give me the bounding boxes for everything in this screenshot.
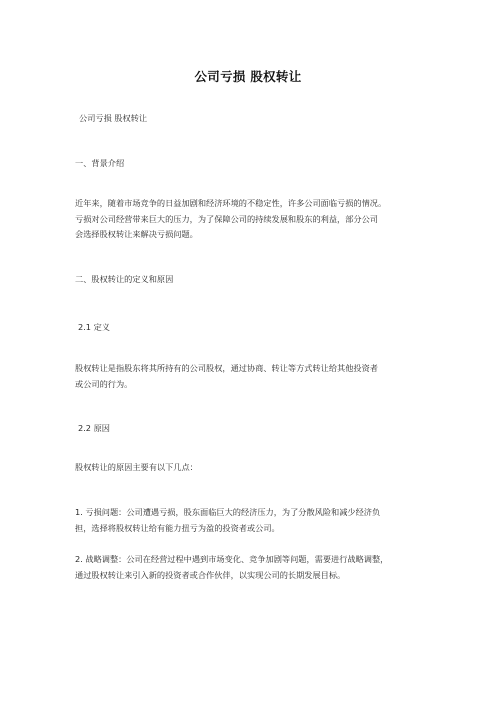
subsection-2-2-heading: 2.2 原因 <box>78 423 110 433</box>
list-item-2-line: 2. 战略调整：公司在经营过程中遇到市场变化、竞争加剧等问题，需要进行战略调整， <box>75 554 389 564</box>
subsection-2-1-body-line: 或公司的行为。 <box>75 378 133 389</box>
section1-body-line: 近年来，随着市场竞争的日益加剧和经济环境的不稳定性，许多公司面临亏损的情况。 <box>75 198 387 208</box>
section1-body <box>75 196 435 243</box>
section1-body-line: 亏损对公司经营带来巨大的压力，为了保障公司的持续发展和股东的利益，部分公司 <box>75 213 378 224</box>
list-item-1-line: 担，选择将股权转让给有能力扭亏为盈的投资者或公司。 <box>75 522 280 533</box>
subsection-2-1-body <box>75 361 435 392</box>
list-item-2 <box>75 552 435 583</box>
list-item-1-line: 1. 亏损问题：公司遭遇亏损，股东面临巨大的经济压力，为了分散风险和减少经济负 <box>75 507 381 517</box>
list-item-2-line: 通过股权转让来引入新的投资者或合作伙伴，以实现公司的长期发展目标。 <box>75 569 346 580</box>
section2-heading: 二、股权转让的定义和原因 <box>75 274 174 284</box>
subsection-2-1-heading: 2.1 定义 <box>78 322 110 332</box>
section1-body-line: 会选择股权转让来解决亏损问题。 <box>75 229 198 239</box>
section1-heading: 一、背景介绍 <box>75 158 125 168</box>
subsection-2-1-body-line: 股权转让是指股东将其所持有的公司股权，通过协商、转让等方式转让给其他投资者 <box>75 363 378 373</box>
document-title: 公司亏损 股权转让 <box>194 69 302 84</box>
document-subtitle: 公司亏损 股权转让 <box>79 113 148 123</box>
list-item-1 <box>75 505 435 536</box>
subsection-2-2-intro: 股权转让的原因主要有以下几点： <box>75 462 198 472</box>
